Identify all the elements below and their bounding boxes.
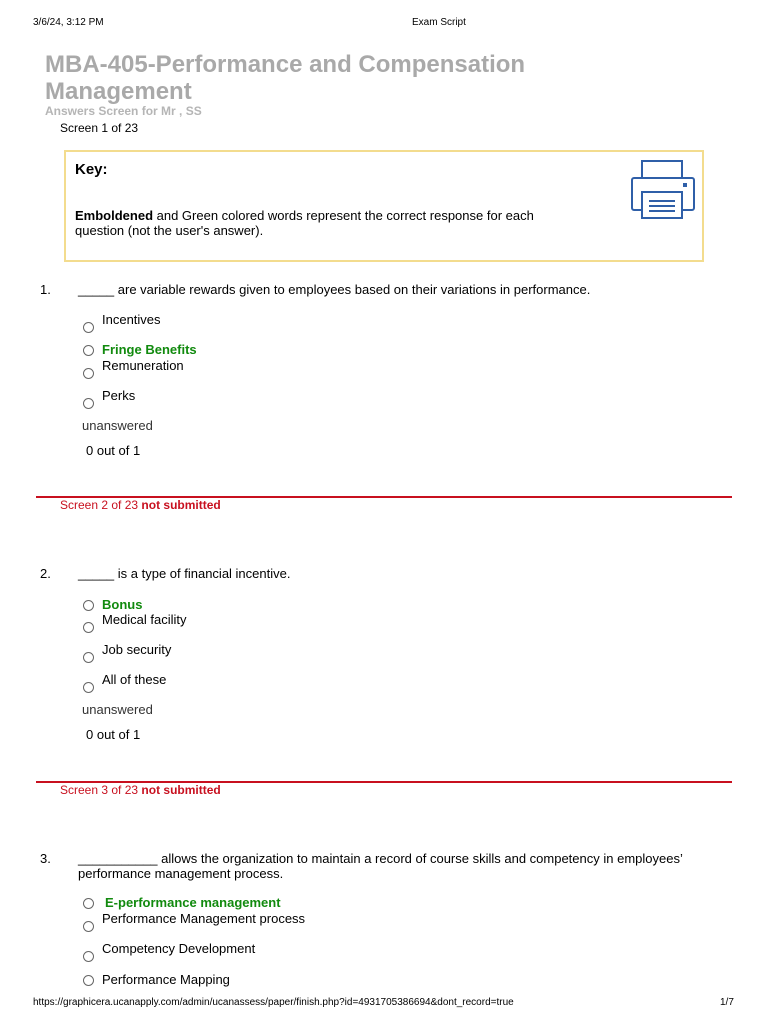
question-1-option-3-radio[interactable]	[83, 368, 94, 379]
question-3-option-4-radio[interactable]	[83, 975, 94, 986]
screen-2-status: not submitted	[141, 498, 221, 512]
question-1-score: 0 out of 1	[86, 443, 141, 458]
screen-3-label: Screen 3 of 23 not submitted	[60, 783, 221, 797]
question-2-option-4: All of these	[102, 672, 167, 687]
question-2-number: 2.	[40, 566, 51, 581]
question-3-option-1-radio[interactable]	[83, 898, 94, 909]
question-1-status: unanswered	[82, 418, 153, 433]
page-title-line1: MBA-405-Performance and Compensation	[45, 51, 526, 78]
screen-2-label: Screen 2 of 23 not submitted	[60, 498, 221, 512]
question-3-option-3: Competency Development	[102, 941, 256, 956]
question-2-option-1-correct: Bonus	[102, 597, 143, 612]
print-datetime: 3/6/24, 3:12 PM	[33, 17, 104, 28]
question-1-text: _____ are variable rewards given to employees based on their variations in performance.	[78, 282, 591, 297]
key-box	[64, 150, 704, 262]
key-description-line2: question (not the user's answer).	[75, 223, 264, 238]
question-3-option-2-radio[interactable]	[83, 921, 94, 932]
question-2-option-2: Medical facility	[102, 612, 187, 627]
key-text: and Green colored words represent the correct response for each	[153, 208, 534, 223]
question-2-option-3: Job security	[102, 642, 172, 657]
question-2-option-1-radio[interactable]	[83, 600, 94, 611]
question-2-option-4-radio[interactable]	[83, 682, 94, 693]
question-3-option-2: Performance Management process	[102, 911, 306, 926]
question-3-option-4: Performance Mapping	[102, 972, 230, 987]
question-1-option-3: Remuneration	[102, 358, 184, 373]
question-3-text-line2: performance management process.	[78, 866, 284, 881]
question-1-number: 1.	[40, 282, 51, 297]
question-2-score: 0 out of 1	[86, 727, 141, 742]
question-1-option-2-correct: Fringe Benefits	[102, 342, 197, 357]
print-page-title: Exam Script	[412, 17, 466, 28]
question-2-text: _____ is a type of financial incentive.	[78, 566, 291, 581]
page-subtitle: Answers Screen for Mr , SS	[45, 104, 202, 118]
screen-3-status: not submitted	[141, 783, 221, 797]
page-title-line2: Management	[45, 78, 192, 105]
question-3-number: 3.	[40, 851, 51, 866]
question-3-option-1-correct: E-performance management	[105, 895, 281, 910]
screen-label: Screen 1 of 23	[60, 121, 139, 135]
question-1-option-1-radio[interactable]	[83, 322, 94, 333]
printer-icon[interactable]	[630, 159, 696, 226]
question-1-option-2-radio[interactable]	[83, 345, 94, 356]
key-bold-word: Emboldened	[75, 208, 154, 223]
key-description-line1	[75, 208, 534, 223]
question-1-option-4: Perks	[102, 388, 136, 403]
question-3-text-line1: ___________ allows the organization to maintain a record of course skills and competency in employees’	[78, 851, 683, 866]
question-1-option-4-radio[interactable]	[83, 398, 94, 409]
question-2-option-2-radio[interactable]	[83, 622, 94, 633]
question-1-option-1: Incentives	[102, 312, 161, 327]
key-heading: Key:	[75, 161, 108, 178]
question-2-status: unanswered	[82, 702, 153, 717]
question-2-option-3-radio[interactable]	[83, 652, 94, 663]
question-3-option-3-radio[interactable]	[83, 951, 94, 962]
print-page-number: 1/7	[720, 997, 734, 1008]
print-url: https://graphicera.ucanapply.com/admin/ucanassess/paper/finish.php?id=4931705386694&dont_record=true	[33, 997, 514, 1008]
